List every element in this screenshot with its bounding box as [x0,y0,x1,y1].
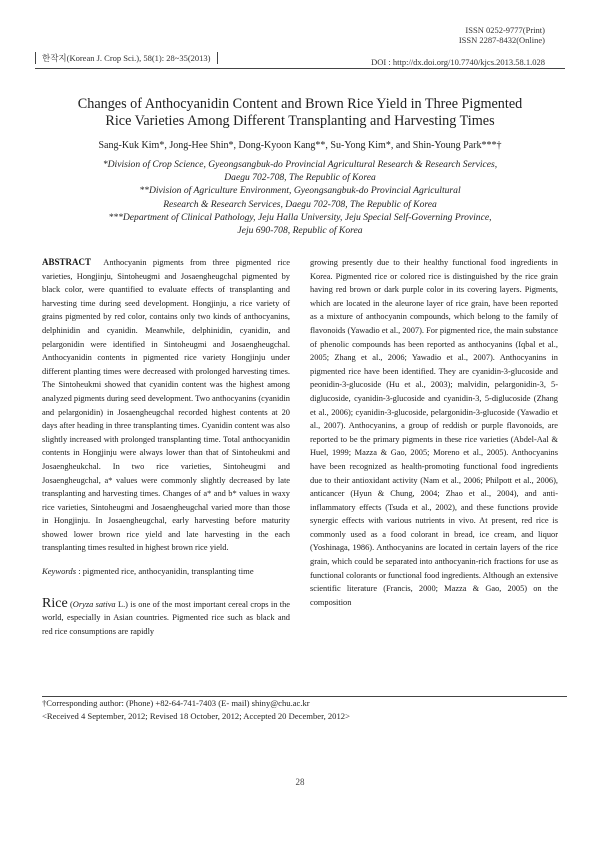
intro-paren: ( [67,599,73,609]
species-name: Oryza sativa [72,599,116,609]
affiliations [40,158,560,237]
footnotes [42,697,562,722]
abstract-label: ABSTRACT [42,257,92,267]
left-column [42,256,290,638]
title-line-2: Rice Varieties Among Different Transplanting and Harvesting Times [105,113,495,129]
affiliation-line: ***Department of Clinical Pathology, Jeju Halla University, Jeju Special Self-Governing Province, [108,211,492,223]
issn-block [459,25,545,45]
right-column [310,256,558,609]
keywords-text: : pigmented rice, anthocyanidin, transplanting time [78,566,254,577]
abstract [42,256,290,555]
keywords [42,565,290,579]
received-dates-note: <Received 4 September, 2012; Revised 18 October, 2012; Accepted 20 December, 2012> [42,710,350,721]
introduction-continued: growing presently due to their healthy functional food ingredients in Korea. Pigmented rice or colored rice is distinguished by the rice grain having red brown or dark purple color in its covering layers. Pigments, which are located in the aleurone layer of rice grain, have been reported as a mixture of anthocyanin compounds, which belong to the family of flavonoids (Yawadio et al., 2007). For pigmented rice, the main substance of phenolic compounds has been reported as anthocyanins (Iqbal et al., 2005; Zhang et al., 2006; Yawadio et al., 2007). Anthocyanins in pigmented rice have been identified. They are cyanidin-3-glucoside and peonidin-3-glucoside (Hu et al., 2003); malvidin, pelargonidin-3, 5-diglucoside, cyanidin-3-glucoside and cyanidin-3, 5-diglucoside (Zhang et al., 2006); cyanidin-3-glucoside, pelargonidin-3-glucoside (Yawadio et al., 2007). Anthocyanins, a group of reddish or purple flavonoids, are reported to be the primary pigments in these rice varieties (Abdel-Aal & Huel, 1999; Mazza & Gao, 2005; Moreno et al., 2005). Anthocyanins have been recognized as health-promoting functional food ingredients due to their antioxidant activity (Nam et al., 2006; Philpott et al., 2006), anticancer (Hyun & Chung, 2004; Zhao et al., 2004), and anti-inflammatory effects (Tsuda et al., 2002), and these functions provide synergic effects with various nutrients in vivo. At present, red rice is commonly used as a food colorant in bread, ice cream, and liquor (Yoshinaga, 1986). Anthocyanins are located in certain layers of the rice grain, which could be separated into anthocyanin-rich fractions for use as functional colorants or functional food ingredients. Although an extensive scientific literature (Francis, 2000; Mazza & Gao, 2005) on the composition [310,258,558,607]
journal-reference [35,52,218,64]
affiliation-line: Daegu 702-708, The Republic of Korea [224,172,376,184]
affiliation-line: Jeju 690-708, Republic of Korea [237,225,363,237]
doi-link[interactable]: DOI : http://dx.doi.org/10.7740/kjcs.2013.58.1.028 [371,57,545,67]
introduction-start [42,597,290,639]
intro-text: L.) is one of the most important cereal crops in the world, especially in Asian countries. Pigmented rice such as black and red rice consumptions are rapidly [42,599,291,636]
affiliation-line: Research & Research Services, Daegu 702-708, The Republic of Korea [163,198,437,210]
issn-online: ISSN 2287-8432(Online) [458,35,545,45]
issn-print: ISSN 0252-9777(Print) [465,25,545,35]
title-line-1: Changes of Anthocyanidin Content and Brown Rice Yield in Three Pigmented [77,96,523,112]
affiliation-line: **Division of Agriculture Environment, Gyeongsangbuk-do Provincial Agricultural [139,185,461,197]
page-number: 28 [295,777,305,787]
keywords-label: Keywords [42,566,77,577]
header-divider [35,68,565,69]
paper-title [40,96,560,130]
abstract-text: Anthocyanin pigments from three pigmented rice varieties, Hongjinju, Sintoheugmi and Josaengheugchal pigmented by black color, were quantified to evaluate effects of transplanting and harvesting time during seed development. Hongjinju, a rice variety of grains pigmented by red color, contains only two kinds of anthocyanins, delphinidin and cyanidin. Meanwhile, delphinidin, cyanidin, and pelargonidin were identified in Sintoheugmi and Josaengheugchal. Anthocyanidin contents in pigmented rice variety Hongjinju under different planting times were decreased with prolonged harvesting times. The Sintoheukmi showed that cyanidin content was the highest among analyzed pigments during seed development. Two anthocyanins (cyanidin and pelargonidin) in Josaengheugchal recorded highest contents at 20 days after heading in three transplanting times. Cyanidin content was also slightly increased with prolonged transplanting time. Total anthocyanidin contents in Hongjinju were always lower than that of Sintoheukmi and Josaengheukchal. In two rice varieties, Sintoheugmi and Josaengheugchal, a* values were commonly slightly decreased by late transplanting and harvesting times. Changes of a* and b* values in waxy rice varieties, Sintoheugmi and Josaengheugchal varied more than those in Hongjinju. In Josaengheugchal, early harvesting before maturity showed lower brown rice yield and late harvesting in the each transplanting times resulted in highest brown rice yield. [42,258,290,553]
journal-ref-text: 한작지(Korean J. Crop Sci.), 58(1): 28~35(2013) [35,52,218,64]
author-list: Sang-Kuk Kim*, Jong-Hee Shin*, Dong-Kyoon Kang**, Su-Yong Kim*, and Shin-Young Park***† [98,140,502,151]
intro-first-word: Rice [42,595,68,611]
corresponding-author-note: †Corresponding author: (Phone) +82-64-741-7403 (E- mail) shiny@chu.ac.kr [42,698,310,708]
affiliation-line: *Division of Crop Science, Gyeongsangbuk-do Provincial Agricultural Research & Research Services, [102,159,498,170]
